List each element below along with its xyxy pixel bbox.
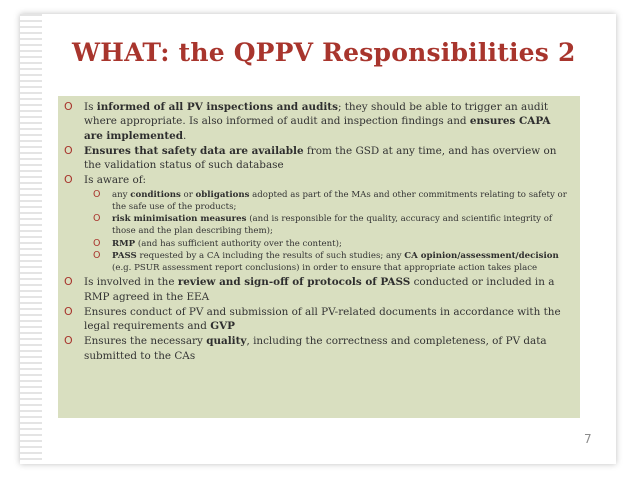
bullet-item-quality	[62, 334, 572, 363]
bullet-bold-text: quality	[206, 335, 247, 348]
bullet-list	[62, 100, 572, 363]
bullet-item-safety-data	[62, 144, 572, 173]
bullet-bold-text: RMP	[112, 238, 136, 249]
bullet-text: (e.g. PSUR assessment report conclusions) in order to ensure that appropriate action takes place	[112, 263, 538, 273]
bullet-bold-text: PASS	[112, 250, 137, 261]
sub-bullet-list	[84, 189, 572, 274]
bullet-text: from the GSD at any time, and has overview on the validation status of such database	[84, 144, 557, 172]
bullet-bold-text: Ensures that safety data are available	[84, 144, 304, 157]
sub-bullet-icon: O	[93, 249, 101, 261]
bullet-item-pv-conduct	[62, 305, 572, 334]
bullet-bold-text: review and sign-off of protocols of PASS	[177, 276, 411, 289]
bullet-text: any	[112, 189, 131, 200]
bullet-text: conducted or included in a RMP agreed in the EEA	[84, 276, 555, 303]
sub-bullet-pass	[90, 250, 572, 274]
content-box	[58, 96, 580, 418]
bullet-text: (and has sufficient authority over the content);	[135, 238, 342, 249]
sub-bullet-icon: O	[93, 213, 101, 225]
bullet-text: Is involved in the	[84, 276, 178, 289]
bullet-bold-text: informed of all PV inspections and audits	[96, 101, 338, 113]
bullet-bold-text: CA opinion/assessment/decision	[404, 250, 559, 261]
bullet-bold-text: conditions	[130, 189, 181, 200]
bullet-item-aware-of	[62, 173, 572, 274]
bullet-icon: O	[64, 100, 73, 113]
bullet-bold-text: GVP	[210, 320, 235, 333]
sub-bullet-icon: O	[93, 188, 101, 200]
bullet-text: .	[183, 129, 187, 142]
bullet-text: , including the correctness and completeness, of PV data submitted to the CAs	[84, 335, 547, 362]
bullet-icon: O	[64, 275, 73, 289]
bullet-text: requested by a CA including the results of such studies; any	[136, 250, 405, 261]
bullet-item-pass-protocols	[62, 275, 572, 304]
bullet-text: Is aware of:	[84, 174, 147, 187]
notebook-binding	[20, 14, 42, 464]
sub-bullet-rmp	[90, 238, 572, 250]
sub-bullet-risk-minimisation	[90, 213, 572, 237]
sub-bullet-conditions	[90, 189, 572, 213]
bullet-icon: O	[64, 334, 73, 348]
slide-title: WHAT: the QPPV Responsibilities 2	[72, 38, 576, 67]
bullet-text: ; they should be able to trigger an audit where appropriate. Is also informed of audit and inspection findings and	[84, 101, 549, 128]
bullet-bold-text: ensures CAPA are implemented	[84, 115, 551, 142]
bullet-text: adopted as part of the MAs and other commitments relating to safety or the safe use of the products;	[112, 189, 567, 212]
bullet-item-inspections	[62, 100, 572, 143]
bullet-icon: O	[64, 304, 73, 318]
bullet-text: Ensures conduct of PV and submission of all PV-related documents in accordance with the legal requirements and	[84, 305, 561, 333]
bullet-bold-text: obligations	[195, 189, 250, 200]
bullet-text: (and is responsible for the quality, accuracy and scientific integrity of those and the plan describing them);	[112, 214, 553, 237]
sub-bullet-icon: O	[93, 237, 101, 249]
bullet-text: or	[180, 189, 196, 200]
bullet-icon: O	[64, 173, 73, 187]
bullet-text: Is	[84, 101, 97, 113]
page-number: 7	[584, 432, 592, 446]
bullet-icon: O	[64, 143, 73, 157]
bullet-text: Ensures the necessary	[84, 335, 207, 348]
bullet-bold-text: risk minimisation measures	[112, 214, 247, 225]
